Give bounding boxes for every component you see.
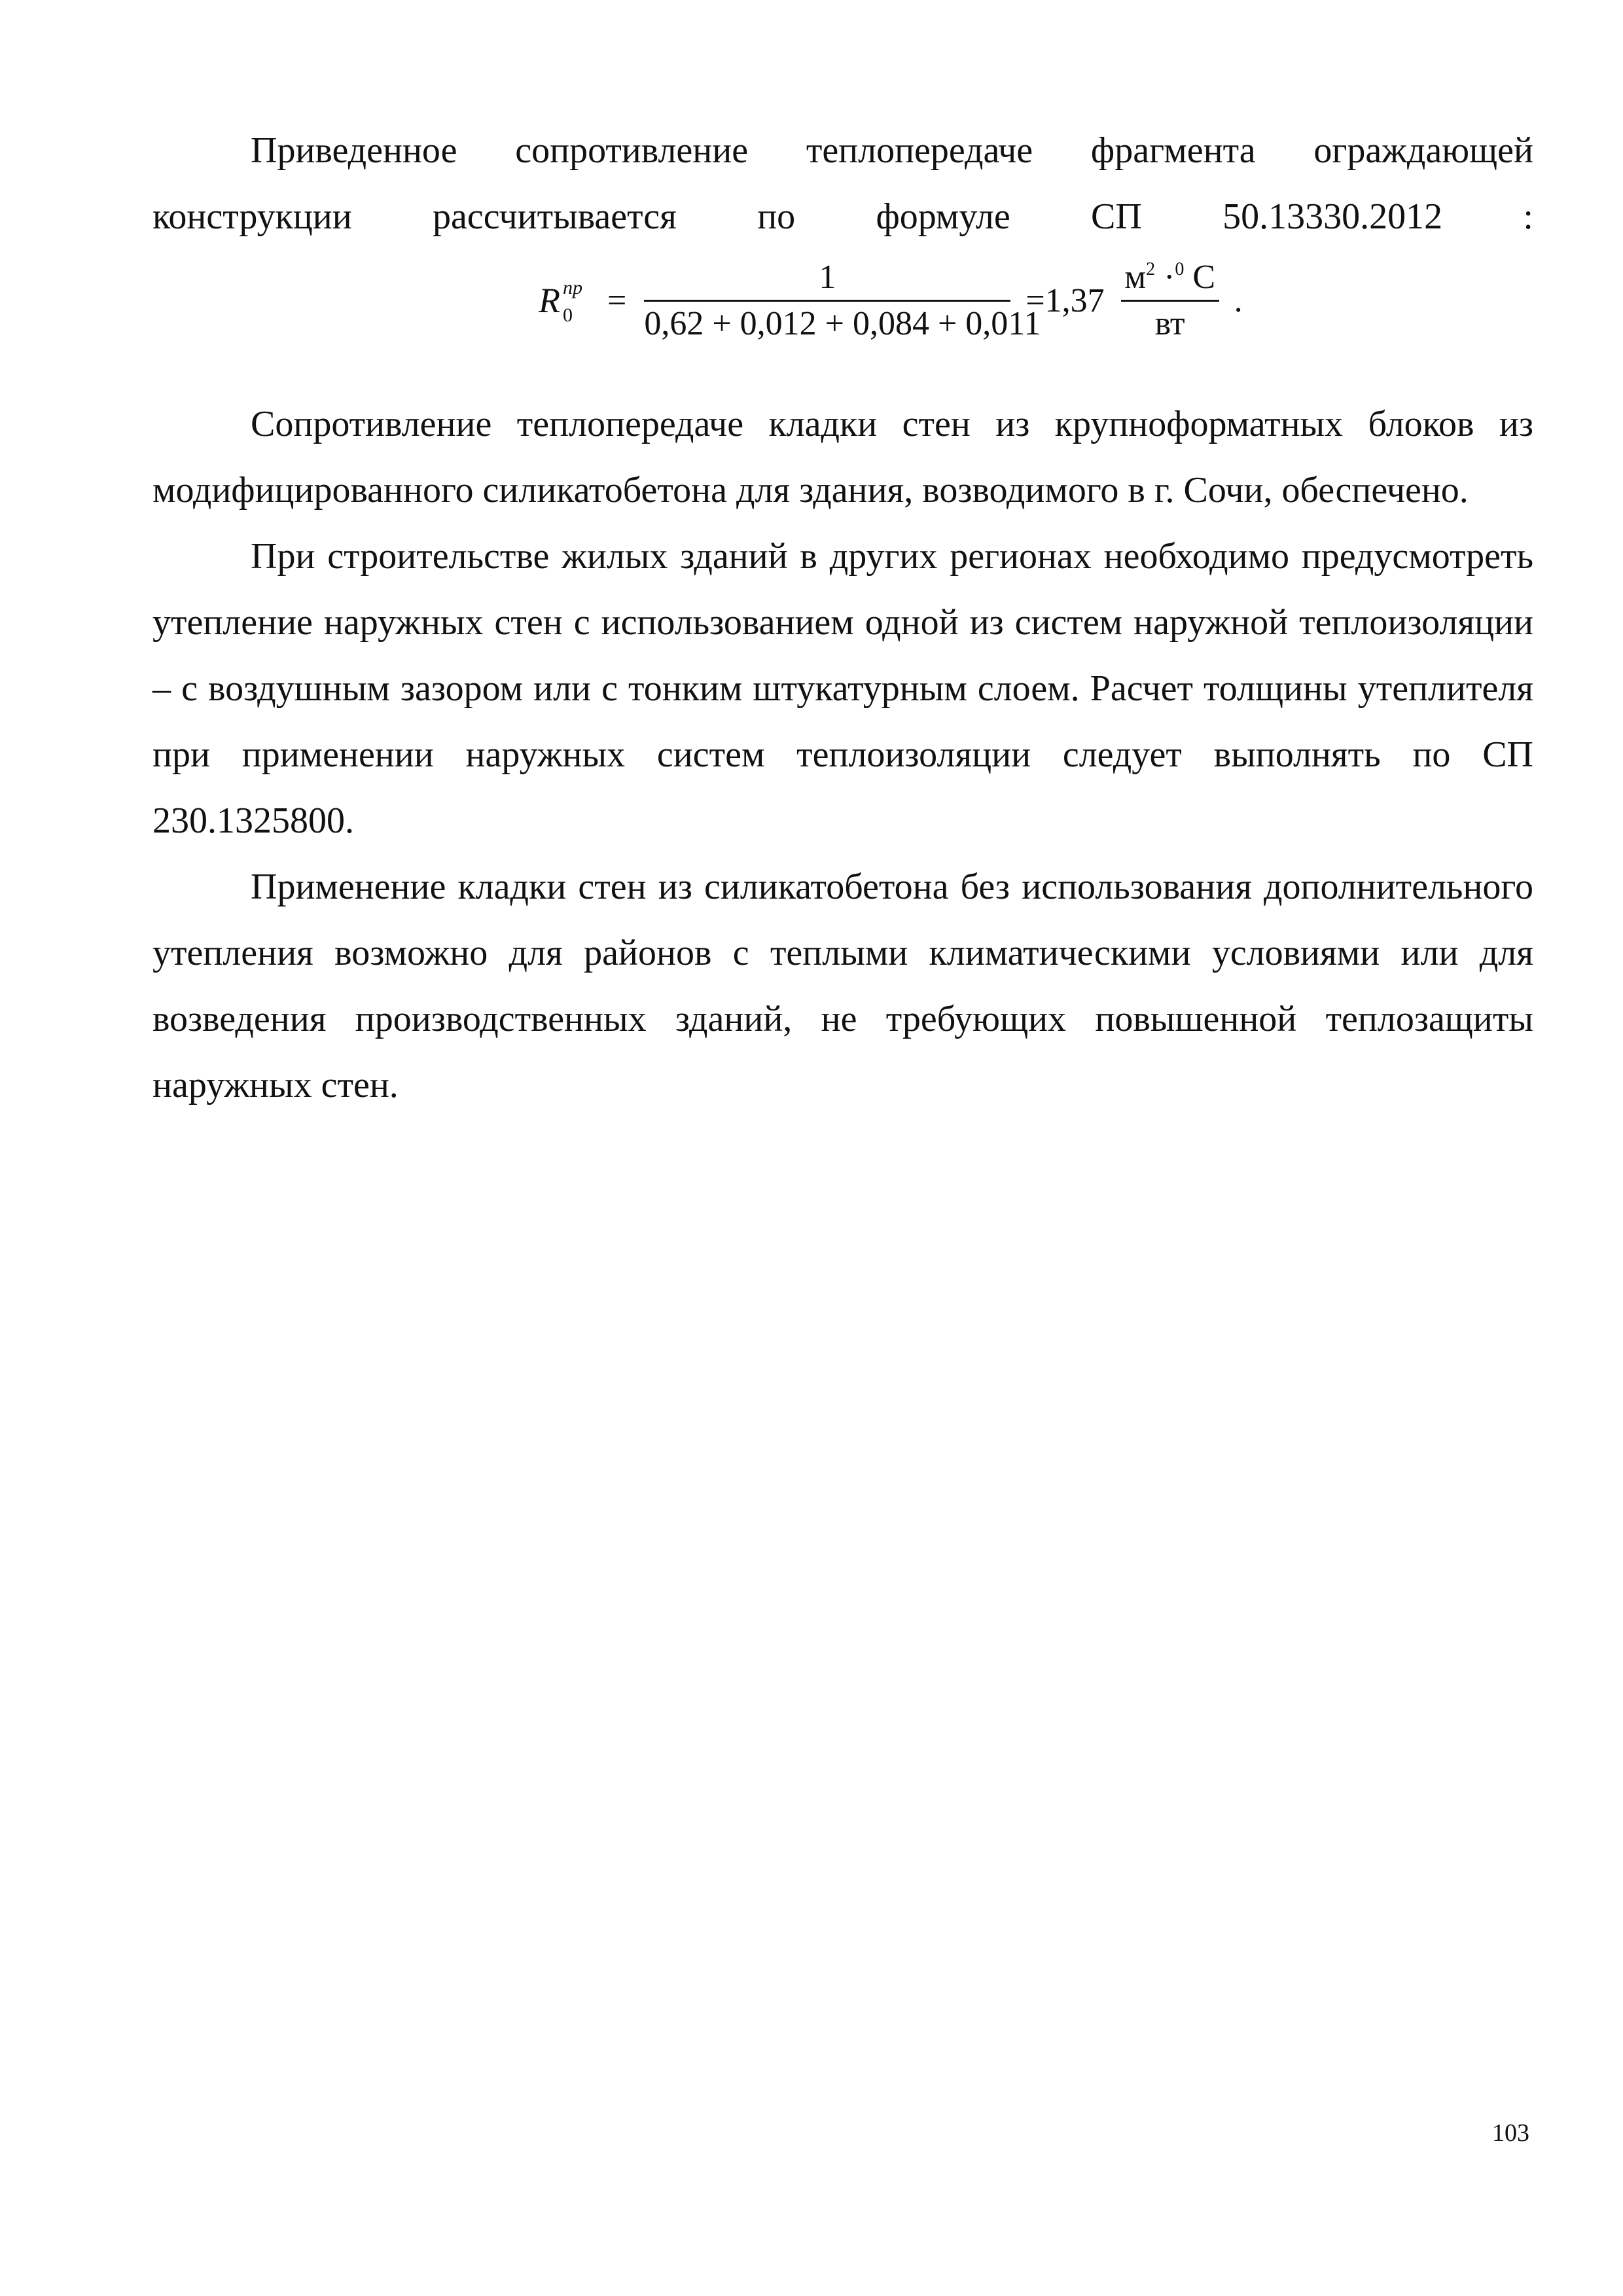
unit-m: м <box>1124 259 1147 296</box>
paragraph-application: Применение кладки стен из силикатобетона без использования дополнительного утепления возможно для районов с теплыми климатическими условиями или для возведения производственных зданий, не требующих повышенной теплозащиты наружных стен. <box>152 867 1533 1105</box>
formula-unit-fraction <box>1121 260 1219 341</box>
paragraph-formula-intro: Приведенное сопротивление теплопередаче фрагмента ограждающей конструкции рассчитывается по формуле СП 50.13330.2012 : <box>152 130 1533 237</box>
formula-equals: = <box>607 281 627 319</box>
unit-numerator <box>1121 260 1219 300</box>
unit-c: С <box>1192 259 1216 296</box>
formula-numerator: 1 <box>819 259 836 296</box>
formula-main-fraction <box>644 259 1041 342</box>
formula-lhs <box>539 277 590 326</box>
formula-denominator: 0,62 + 0,012 + 0,084 + 0,011 <box>644 305 1041 342</box>
formula-block <box>152 255 1533 378</box>
unit-denominator: вт <box>1154 305 1185 342</box>
paragraph-other-regions: При строительстве жилых зданий в других регионах необходимо предусмотреть утепление наружных стен с использованием одной из систем наружной теплоизоляции – с воздушным зазором или с тонким штукатурным слоем. Расчет толщины утеплителя при применении наружных систем теплоизоляции следует выполнять по СП 230.1325800. <box>152 536 1533 841</box>
thermal-resistance-formula <box>539 260 1243 341</box>
unit-sup-0: 0 <box>1175 259 1185 279</box>
paragraph-sochi: Сопротивление теплопередаче кладки стен из крупноформатных блоков из модифицированного силикатобетона для здания, возводимого в г. Сочи, обеспечено. <box>152 404 1533 511</box>
formula-subscript: 0 <box>563 304 573 326</box>
formula-result: =1,37 <box>1026 281 1105 319</box>
formula-superscript: пр <box>563 277 582 298</box>
formula-symbol: R <box>539 281 560 320</box>
page-number: 103 <box>1492 2119 1529 2147</box>
document-body <box>152 118 1533 1119</box>
formula-period: . <box>1234 281 1243 319</box>
unit-sup-2: 2 <box>1146 259 1156 279</box>
unit-dot: · <box>1164 259 1175 296</box>
